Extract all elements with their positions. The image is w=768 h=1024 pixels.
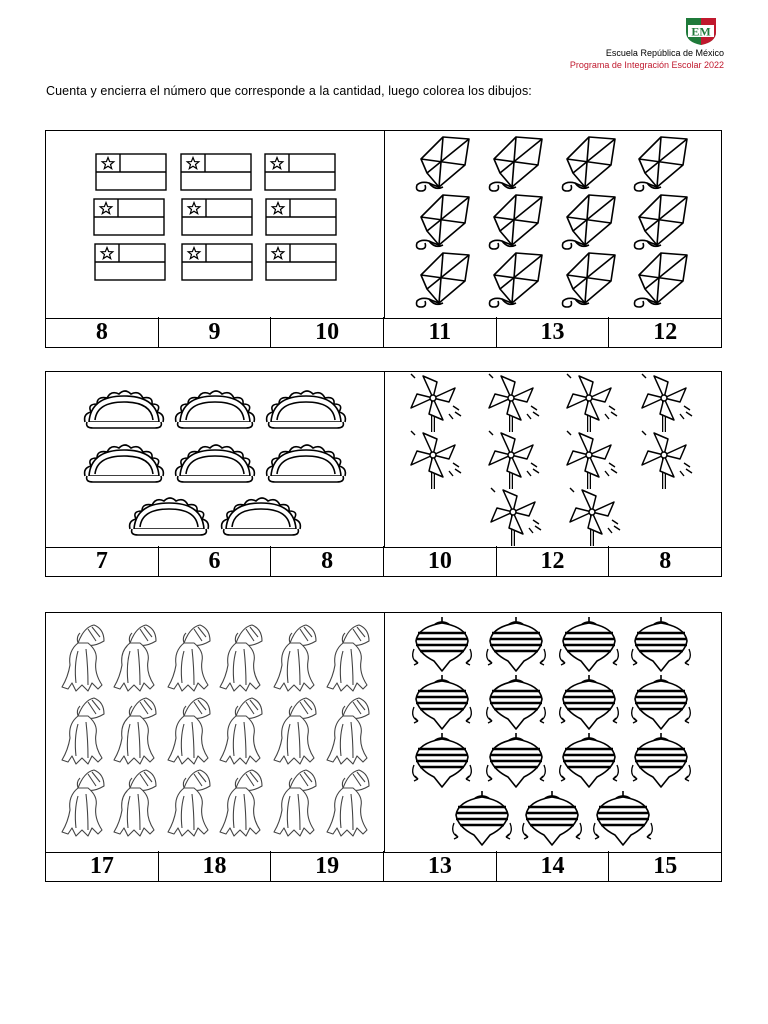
- kite-icon: [417, 137, 470, 191]
- spinning-top-icon: [594, 791, 653, 845]
- pinwheel-icon: [489, 431, 539, 489]
- pinwheel-icon: [411, 431, 461, 489]
- exercise-panel-1: [45, 130, 722, 348]
- number-option[interactable]: 6: [159, 546, 272, 576]
- number-options-row: [46, 546, 721, 576]
- empanada-icon: [176, 391, 255, 428]
- copihue-flower-icon: [274, 770, 316, 836]
- number-option[interactable]: 18: [159, 851, 272, 881]
- copihue-flower-icon: [114, 770, 156, 836]
- copihue-flower-icon: [62, 770, 104, 836]
- spinning-top-icon: [413, 733, 472, 787]
- flag-icon: [266, 199, 336, 235]
- empanada-icon: [267, 391, 346, 428]
- school-name: Escuela República de México: [605, 48, 724, 58]
- exercise-panel-3: [45, 612, 722, 882]
- flag-icon: [182, 244, 252, 280]
- kite-icon: [635, 253, 688, 307]
- flag-icon: [94, 199, 164, 235]
- copihue-flower-icon: [327, 698, 369, 764]
- spinning-top-icon: [487, 733, 546, 787]
- school-info: [570, 47, 724, 71]
- copihue-flower-icon: [327, 625, 369, 691]
- number-options-row: [46, 851, 721, 881]
- copihue-flower-icon: [220, 698, 262, 764]
- number-option[interactable]: 15: [653, 852, 678, 879]
- pinwheel-icon: [491, 488, 541, 546]
- kites-drawing: [385, 131, 723, 319]
- copihue-flower-icon: [168, 625, 210, 691]
- number-option[interactable]: 13: [497, 317, 610, 347]
- flag-icon: [265, 154, 335, 190]
- copihue-flower-icon: [274, 698, 316, 764]
- number-option[interactable]: 11: [384, 317, 497, 347]
- empanada-icon: [85, 391, 164, 428]
- flowers-drawing: [46, 613, 384, 853]
- spinning-top-icon: [560, 675, 619, 729]
- copihue-flower-icon: [62, 625, 104, 691]
- copihue-flower-icon: [274, 625, 316, 691]
- kite-icon: [635, 137, 688, 191]
- empanada-icon: [85, 445, 164, 482]
- pinwheel-icon: [570, 488, 620, 546]
- flag-icon: [181, 154, 251, 190]
- spinning-top-icon: [632, 675, 691, 729]
- empanada-icon: [267, 445, 346, 482]
- pinwheel-icon: [567, 374, 617, 432]
- exercise-panel-2: [45, 371, 722, 577]
- copihue-flower-icon: [168, 770, 210, 836]
- pictures-row: [46, 372, 721, 548]
- flag-icon: [266, 244, 336, 280]
- exercise-spinning-tops: [385, 613, 723, 852]
- copihue-flower-icon: [220, 770, 262, 836]
- copihue-flower-icon: [168, 698, 210, 764]
- number-options-row: [46, 317, 721, 347]
- flag-icon: [95, 244, 165, 280]
- spinning-top-icon: [453, 791, 512, 845]
- number-option[interactable]: 8: [659, 547, 672, 574]
- empanada-icon: [130, 498, 209, 535]
- logo-text: EM: [691, 24, 711, 39]
- number-option[interactable]: 8: [271, 546, 384, 576]
- flags-drawing: [46, 131, 384, 319]
- exercise-kites: [385, 131, 723, 318]
- number-option[interactable]: 8: [46, 317, 159, 347]
- empanadas-drawing: [46, 372, 384, 548]
- spinning-top-icon: [487, 617, 546, 671]
- spinning-top-icon: [413, 675, 472, 729]
- number-option[interactable]: 9: [159, 317, 272, 347]
- kite-icon: [490, 195, 543, 249]
- pictures-row: [46, 613, 721, 853]
- flag-icon: [96, 154, 166, 190]
- exercise-flags: [46, 131, 385, 318]
- copihue-flower-icon: [327, 770, 369, 836]
- number-option[interactable]: 10: [384, 546, 497, 576]
- copihue-flower-icon: [114, 698, 156, 764]
- copihue-flower-icon: [62, 698, 104, 764]
- kite-icon: [417, 195, 470, 249]
- kite-icon: [563, 195, 616, 249]
- program-name: Programa de Integración Escolar 2022: [569, 60, 724, 70]
- spinning-top-icon: [560, 617, 619, 671]
- kite-icon: [490, 253, 543, 307]
- kite-icon: [563, 137, 616, 191]
- copihue-flower-icon: [114, 625, 156, 691]
- instruction-text: Cuenta y encierra el número que corresponde a la cantidad, luego colorea los dibujos:: [46, 84, 532, 98]
- pinwheel-icon: [489, 374, 539, 432]
- pinwheel-icon: [642, 431, 692, 489]
- school-logo: [684, 16, 718, 46]
- number-option[interactable]: 12: [497, 546, 610, 576]
- kite-icon: [417, 253, 470, 307]
- number-option[interactable]: 13: [384, 851, 497, 881]
- empanada-icon: [222, 498, 301, 535]
- flag-icon: [182, 199, 252, 235]
- pinwheels-drawing: [385, 372, 723, 548]
- pinwheel-icon: [642, 374, 692, 432]
- kite-icon: [490, 137, 543, 191]
- number-option[interactable]: 17: [46, 851, 159, 881]
- spinning-top-icon: [487, 675, 546, 729]
- number-option[interactable]: 19: [271, 851, 384, 881]
- spinning-top-icon: [523, 791, 582, 845]
- pinwheel-icon: [411, 374, 461, 432]
- exercise-empanadas: [46, 372, 385, 547]
- spinning-top-icon: [560, 733, 619, 787]
- spinning-top-icon: [413, 617, 472, 671]
- pictures-row: [46, 131, 721, 319]
- kite-icon: [635, 195, 688, 249]
- spinning-top-icon: [632, 733, 691, 787]
- copihue-flower-icon: [220, 625, 262, 691]
- spinning-top-icon: [632, 617, 691, 671]
- kite-icon: [563, 253, 616, 307]
- number-option[interactable]: 14: [497, 851, 610, 881]
- spinning-tops-drawing: [385, 613, 723, 853]
- empanada-icon: [176, 445, 255, 482]
- pinwheel-icon: [567, 431, 617, 489]
- number-option[interactable]: 10: [271, 317, 384, 347]
- exercise-pinwheels: [385, 372, 723, 547]
- exercise-flowers: [46, 613, 385, 852]
- number-option[interactable]: 7: [46, 546, 159, 576]
- number-option[interactable]: 12: [653, 318, 678, 345]
